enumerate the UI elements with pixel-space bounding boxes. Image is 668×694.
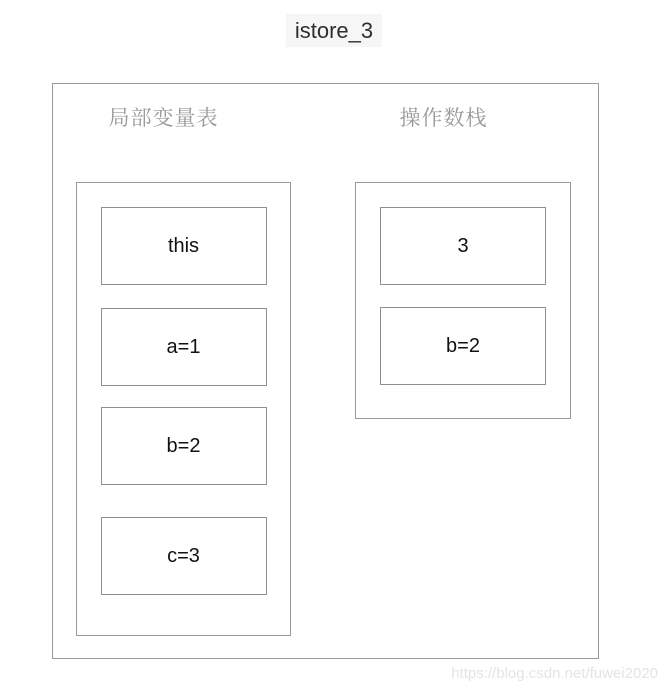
operand-stack-header: 操作数栈 — [399, 107, 488, 130]
local-var-slot-c: c=3 — [101, 517, 267, 595]
operand-stack-slot-1: b=2 — [380, 307, 546, 385]
stack-frame-box — [52, 83, 599, 659]
local-var-slot-this: this — [101, 207, 267, 285]
operand-stack-slot-0: 3 — [380, 207, 546, 285]
page-title: istore_3 — [286, 14, 382, 47]
local-var-slot-a: a=1 — [101, 308, 267, 386]
operand-stack-box — [355, 182, 571, 419]
local-variable-table-header: 局部变量表 — [108, 107, 219, 130]
local-var-slot-b: b=2 — [101, 407, 267, 485]
watermark: https://blog.csdn.net/fuwei2020 — [451, 665, 658, 682]
local-variable-table-box — [76, 182, 291, 636]
